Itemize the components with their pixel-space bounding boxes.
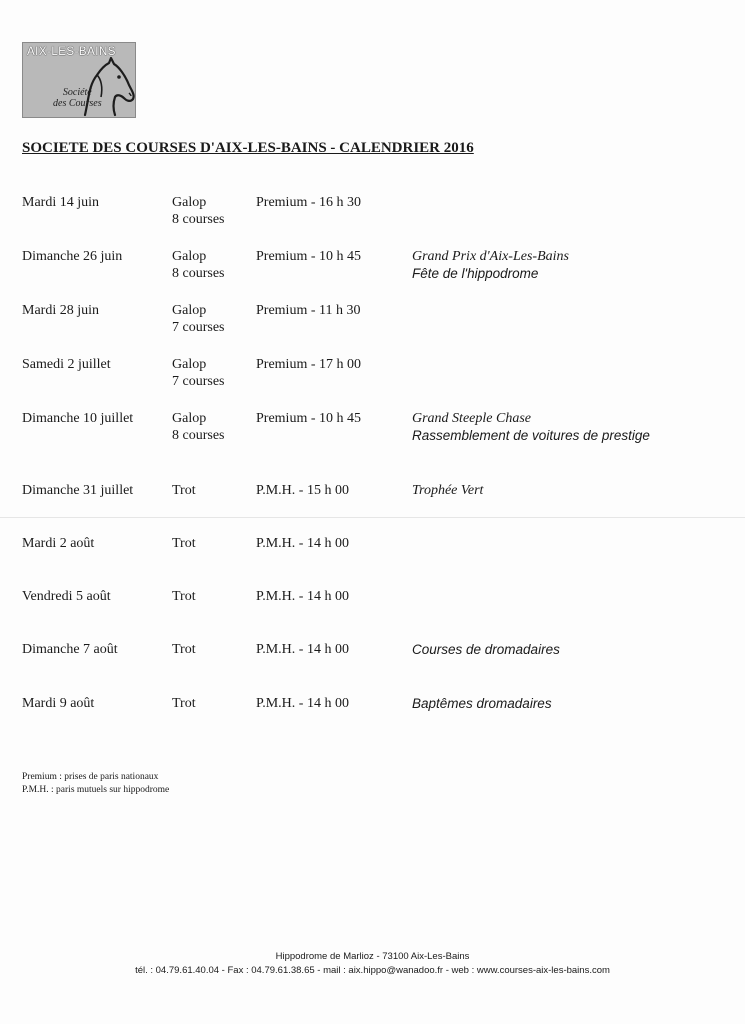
- event-feature: Courses de dromadaires: [412, 642, 560, 657]
- list-item: [0, 695, 745, 739]
- event-discipline: Galop: [172, 357, 207, 372]
- event-date: Mardi 14 juin: [22, 195, 99, 210]
- event-time: Premium - 10 h 45: [256, 249, 361, 264]
- list-item: [0, 410, 745, 454]
- list-item: [0, 248, 745, 292]
- event-date: Dimanche 7 août: [22, 642, 118, 657]
- event-discipline: Galop: [172, 411, 207, 426]
- list-item: [0, 356, 745, 400]
- page-title: SOCIETE DES COURSES D'AIX-LES-BAINS - CALENDRIER 2016: [22, 140, 474, 156]
- event-discipline: Galop: [172, 249, 207, 264]
- event-discipline: Galop: [172, 195, 207, 210]
- event-feature: Grand Steeple Chase: [412, 411, 531, 426]
- list-item: [0, 641, 745, 685]
- footer-address: Hippodrome de Marlioz - 73100 Aix-Les-Bains: [275, 951, 470, 962]
- list-item: [0, 302, 745, 346]
- event-time: P.M.H. - 14 h 00: [256, 642, 349, 657]
- logo-town-name: AIX-LES-BAINS: [27, 46, 116, 58]
- event-date: Dimanche 31 juillet: [22, 483, 134, 498]
- legend-notes: [22, 771, 169, 797]
- event-date: Dimanche 26 juin: [22, 249, 123, 264]
- event-time: Premium - 17 h 00: [256, 357, 361, 372]
- footer: [0, 950, 745, 978]
- event-discipline: Trot: [172, 696, 196, 711]
- logo-society-text: Société des Courses: [53, 87, 102, 109]
- event-date: Samedi 2 juillet: [22, 357, 111, 372]
- event-time: P.M.H. - 14 h 00: [256, 589, 349, 604]
- event-date: Mardi 9 août: [22, 696, 95, 711]
- event-discipline: Trot: [172, 536, 196, 551]
- event-time: Premium - 11 h 30: [256, 303, 361, 318]
- club-logo: [22, 42, 136, 118]
- list-item: [0, 535, 745, 579]
- event-time: Premium - 16 h 30: [256, 195, 361, 210]
- event-feature: Grand Prix d'Aix-Les-Bains: [412, 249, 569, 264]
- list-item: [0, 588, 745, 632]
- list-item: [0, 194, 745, 238]
- event-course-count: 8 courses: [172, 428, 225, 443]
- event-course-count: 8 courses: [172, 266, 225, 281]
- list-item: [0, 482, 745, 526]
- event-date: Dimanche 10 juillet: [22, 411, 134, 426]
- event-discipline: Trot: [172, 589, 196, 604]
- event-extra: Fête de l'hippodrome: [412, 266, 539, 281]
- event-discipline: Galop: [172, 303, 207, 318]
- footer-contact: tél. : 04.79.61.40.04 - Fax : 04.79.61.38.65 - mail : aix.hippo@wanadoo.fr - web : www.courses-aix-les-bains.com: [135, 965, 610, 976]
- event-extra: Rassemblement de voitures de prestige: [412, 428, 650, 443]
- event-date: Mardi 28 juin: [22, 303, 99, 318]
- event-discipline: Trot: [172, 483, 196, 498]
- event-time: P.M.H. - 14 h 00: [256, 536, 349, 551]
- event-course-count: 8 courses: [172, 212, 225, 227]
- event-feature: Baptêmes dromadaires: [412, 696, 552, 711]
- event-time: Premium - 10 h 45: [256, 411, 361, 426]
- event-time: P.M.H. - 14 h 00: [256, 696, 349, 711]
- event-course-count: 7 courses: [172, 374, 225, 389]
- note-premium: Premium : prises de paris nationaux: [22, 772, 159, 782]
- event-feature: Trophée Vert: [412, 483, 484, 498]
- event-date: Mardi 2 août: [22, 536, 95, 551]
- note-pmh: P.M.H. : paris mutuels sur hippodrome: [22, 785, 170, 795]
- event-date: Vendredi 5 août: [22, 589, 111, 604]
- event-discipline: Trot: [172, 642, 196, 657]
- event-time: P.M.H. - 15 h 00: [256, 483, 349, 498]
- event-course-count: 7 courses: [172, 320, 225, 335]
